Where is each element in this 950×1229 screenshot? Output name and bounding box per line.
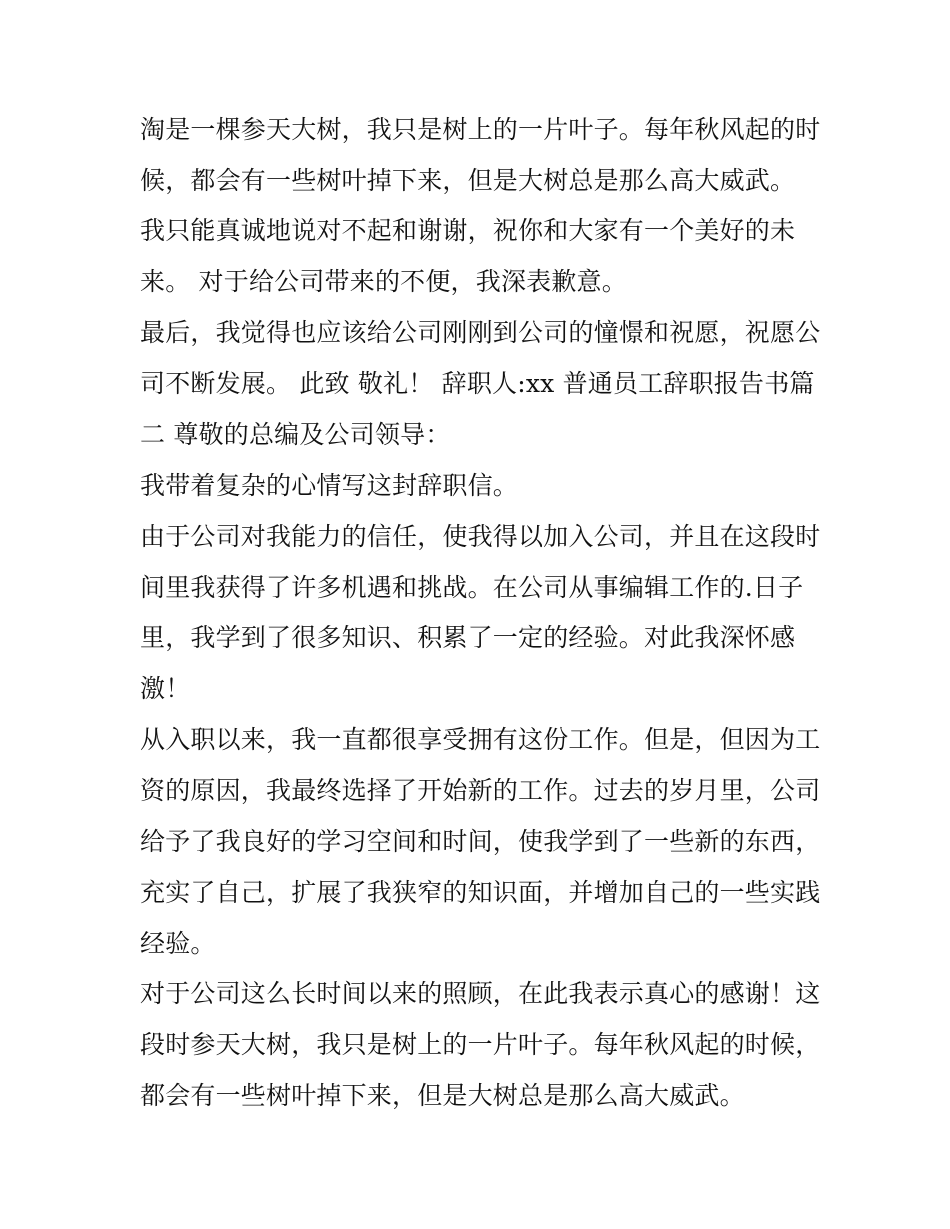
text-line: 最后，我觉得也应该给公司刚刚到公司的憧憬和祝愿，祝愿公 bbox=[140, 318, 821, 347]
text-line: 对于公司这么长时间以来的照顾，在此我表示真心的感谢！这 bbox=[140, 979, 821, 1008]
text-line: 我只能真诚地说对不起和谢谢，祝你和大家有一个美好的未 bbox=[140, 216, 796, 245]
text-line: 间里我获得了许多机遇和挑战。在公司从事编辑工作的.日子 bbox=[140, 573, 804, 602]
text-line: 候，都会有一些树叶掉下来，但是大树总是那么高大威武。 bbox=[140, 166, 796, 195]
text-line: 淘是一棵参天大树，我只是树上的一片叶子。每年秋风起的时 bbox=[140, 115, 821, 144]
text-line: 都会有一些树叶掉下来，但是大树总是那么高大威武。 bbox=[140, 1081, 745, 1110]
text-line: 二 尊敬的总编及公司领导： bbox=[140, 420, 451, 449]
text-line: 激！ bbox=[140, 674, 191, 703]
text-line: 段时参天大树，我只是树上的一片叶子。每年秋风起的时候， bbox=[140, 1030, 821, 1059]
text-line: 我带着复杂的心情写这封辞职信。 bbox=[140, 471, 519, 500]
text-line: 来。 对于给公司带来的不便，我深表歉意。 bbox=[140, 267, 627, 296]
text-line: 从入职以来，我一直都很享受拥有这份工作。但是，但因为工 bbox=[140, 725, 821, 754]
text-line: 充实了自己，扩展了我狭窄的知识面，并增加自己的一些实践 bbox=[140, 878, 821, 907]
text-line: 司不断发展。 此致 敬礼！ 辞职人:xx 普通员工辞职报告书篇 bbox=[140, 369, 815, 398]
text-line: 资的原因，我最终选择了开始新的工作。过去的岁月里，公司 bbox=[140, 776, 821, 805]
text-line: 经验。 bbox=[140, 929, 216, 958]
text-line: 给予了我良好的学习空间和时间，使我学到了一些新的东西， bbox=[140, 827, 821, 856]
text-line: 由于公司对我能力的信任，使我得以加入公司，并且在这段时 bbox=[140, 522, 821, 551]
text-line: 里，我学到了很多知识、积累了一定的经验。对此我深怀感 bbox=[140, 623, 796, 652]
